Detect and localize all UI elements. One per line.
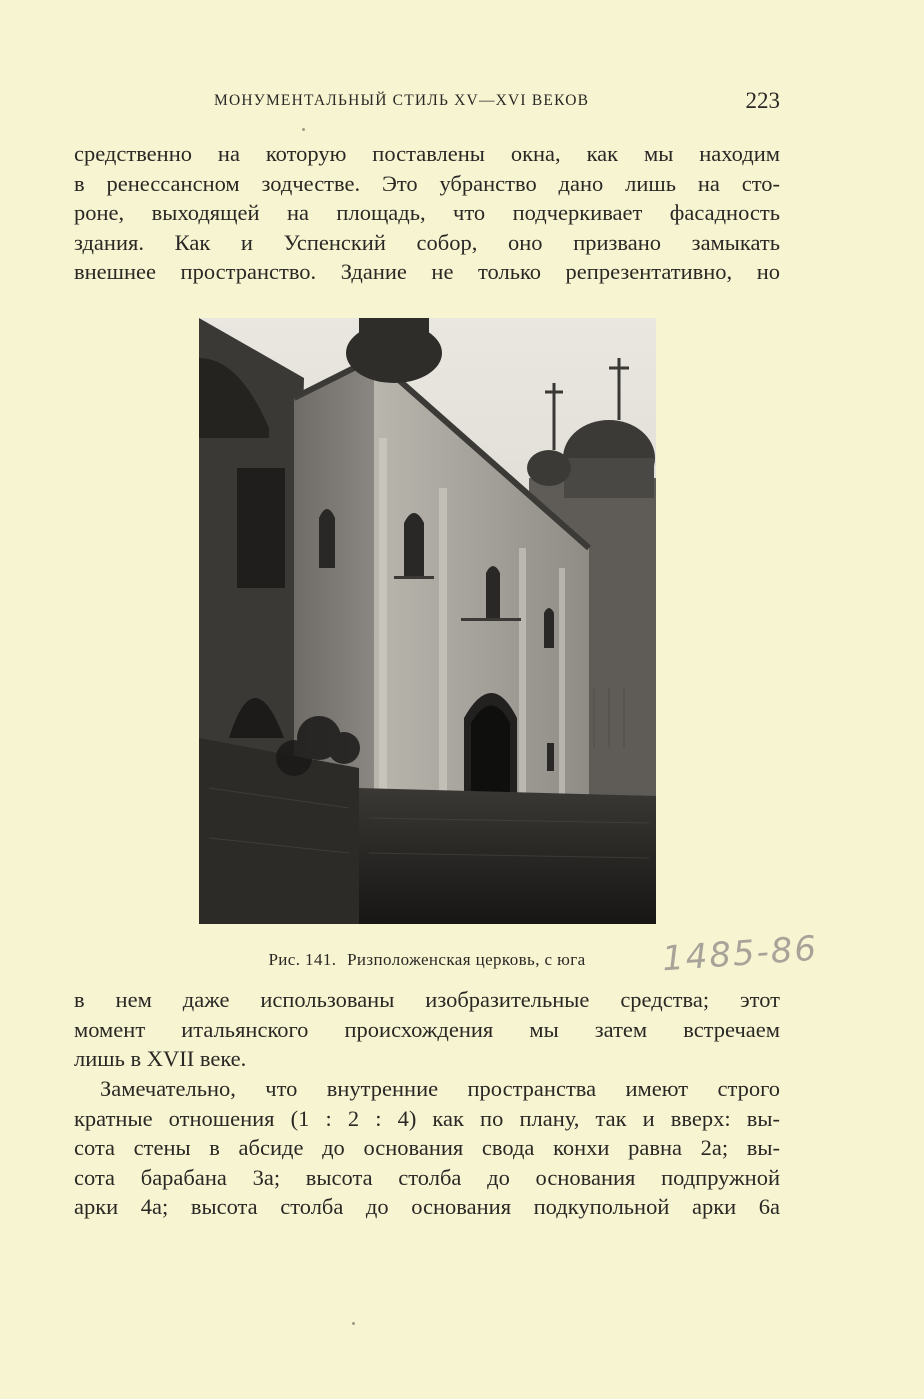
text-line: в нем даже использованы изобразительные средства; этот [74,987,780,1012]
text-line: сота барабана 3а; высота столба до основания подпружной [74,1164,780,1190]
text-line: сота стены в абсиде до основания свода конхи равна 2а; вы- [74,1135,780,1160]
text-line: внешнее пространство. Здание не только репрезентативно, но [74,259,780,284]
figure-number: Рис. 141. [268,950,337,969]
handwritten-date-note: 1485-86 [660,928,820,980]
church-photograph [199,318,656,924]
text-line: лишь в XVII веке. [74,1046,247,1071]
text-line: в ренессансном зодчестве. Это убранство дано лишь на сто- [74,170,780,196]
text-line: момент итальянского происхождения мы затем встречаем [74,1016,780,1042]
text-line: арки 4а; высота столба до основания подкупольной арки 6а [74,1194,780,1219]
text-line: кратные отношения (1 : 2 : 4) как по плану, так и вверх: вы- [74,1105,780,1131]
text-line: здания. Как и Успенский собор, оно призвано замыкать [74,229,780,255]
paper-speck [302,128,305,131]
running-head [74,88,780,118]
paragraph-middle [74,985,780,1074]
text-line: Замечательно, что внутренние пространства имеют строго [100,1076,780,1101]
text-line: средственно на которую поставлены окна, как мы находим [74,141,780,166]
figure-caption-text: Ризположенская церковь, с юга [347,950,586,969]
page-number: 223 [745,88,780,113]
text-line: роне, выходящей на площадь, что подчеркивает фасадность [74,200,780,225]
paragraph-top [74,139,780,287]
paper-speck [352,1322,355,1325]
paragraph-bottom [74,1074,780,1222]
running-title: МОНУМЕНТАЛЬНЫЙ СТИЛЬ XV—XVI ВЕКОВ [214,92,590,109]
